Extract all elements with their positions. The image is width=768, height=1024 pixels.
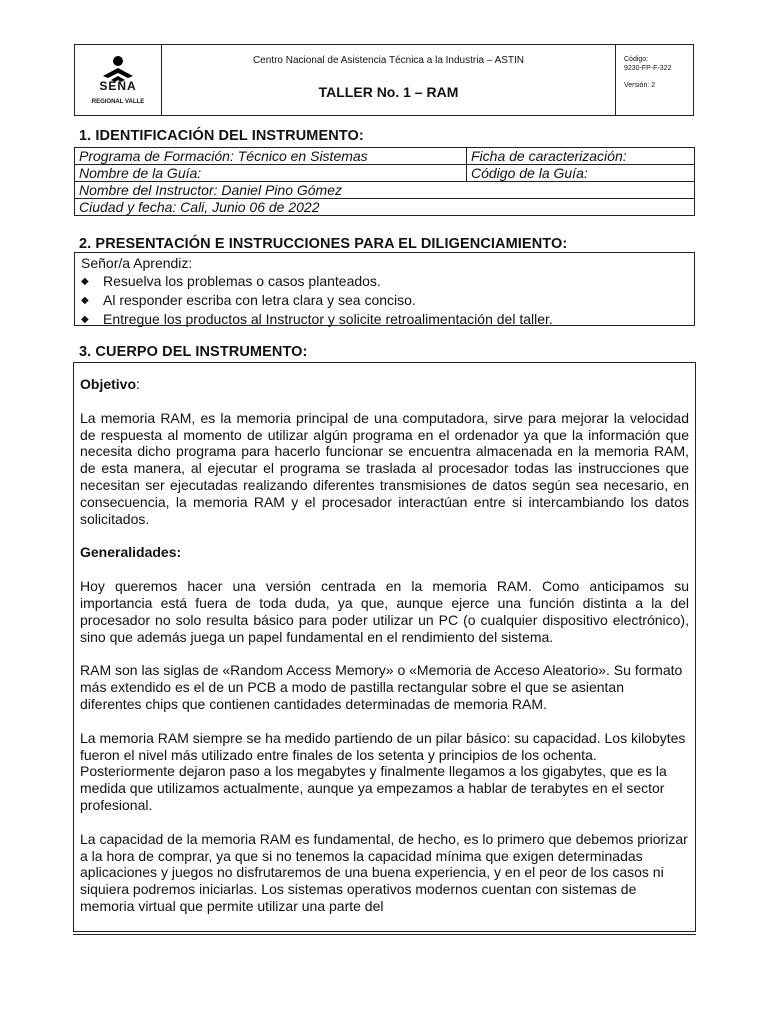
section-3-heading: 3. CUERPO DEL INSTRUMENTO: [79,344,308,360]
instruction-text: Resuelva los problemas o casos planteados. [103,273,381,289]
generalities-label: Generalidades: [80,544,182,561]
ficha-cell: Ficha de caracterización: [467,148,695,165]
greeting: Señor/a Aprendiz: [81,255,193,271]
logo-region: REGIONAL VALLE [91,99,145,105]
objective-label: Objetivo [80,376,137,392]
taller-title: TALLER No. 1 – RAM [318,84,459,100]
code-label: Código: [624,56,649,63]
identification-table [74,147,695,216]
list-item [81,310,688,329]
table-row [75,182,695,199]
paragraph-ram-capacity: La memoria RAM siempre se ha medido partiendo de un pilar básico: su capacidad. Los kilobytes fueron el nivel más utilizado entre finales de los setenta y principios de los ochenta. Posteriormente dejaron paso a los megabytes y finalmente llegamos a los gigabytes, que es la medida que utilizamos actualmente, aunque ya empezamos a hablar de terabytes en el sector profesional. [80,729,686,813]
instructor-cell: Nombre del Instructor: Daniel Pino Gómez [75,182,695,199]
paragraph-ram-acronym: RAM son las siglas de «Random Access Memory» o «Memoria de Acceso Aleatorio». Su formato más extendido es el de un PCB a modo de pastilla rectangular sobre el que se asientan diferentes chips que contienen cantidades determinadas de memoria RAM. [80,662,683,712]
logo-cell [75,45,162,115]
objective-colon: : [136,376,140,392]
table-row [75,165,695,182]
version-label: Versión: 2 [624,82,656,89]
instruction-text: Entregue los productos al Instructor y solicite retroalimentación del taller. [103,311,553,327]
table-row [75,148,695,165]
document-header [74,44,694,116]
list-item [81,291,688,310]
diamond-bullet-icon: ◆ [81,314,89,325]
guide-code-cell: Código de la Guía: [467,165,695,182]
city-date-cell: Ciudad y fecha: Cali, Junio 06 de 2022 [75,199,695,216]
instructions-box [74,252,695,326]
header-code-cell [616,45,693,115]
diamond-bullet-icon: ◆ [81,276,89,287]
paragraph-ram-definition: La memoria RAM, es la memoria principal de una computadora, sirve para mejorar la velocidad de respuesta al momento de utilizar algún programa en el ordenador ya que la información que necesita dicho programa para hacerlo funcionar se encuentra almacenada en la memoria RAM, de esta manera, al ejecutar el programa se traslada al procesador todas las instrucciones que necesitan ser ejecutadas realizando diferentes transmisiones de datos según sea necesario, en consecuencia, la memoria RAM y el procesador interactúan entre si intercambiando los datos solicitados. [80,409,689,527]
diamond-bullet-icon: ◆ [81,295,89,306]
instrument-body-box [73,362,696,932]
code-value: 9230-FP-F-322 [624,65,672,72]
paragraph-ram-priority: La capacidad de la memoria RAM es fundamental, de hecho, es lo primero que debemos priorizar a la hora de comprar, ya que si no tenemos la capacidad mínima que exigen determinadas aplicaciones y juegos no disfrutaremos de una buena experiencia, y en el peor de los casos ni siquiera podremos iniciarlas. Los sistemas operativos modernos cuentan con sistemas de memoria virtual que permite utilizar una parte del [80,830,688,914]
table-row [75,199,695,216]
section-2-heading: 2. PRESENTACIÓN E INSTRUCCIONES PARA EL DILIGENCIAMIENTO: [79,236,568,252]
program-cell: Programa de Formación: Técnico en Sistemas [75,148,467,165]
center-name: Centro Nacional de Asistencia Técnica a la Industria – ASTIN [252,55,525,66]
instrument-body-text [80,376,689,932]
instruction-text: Al responder escriba con letra clara y sea conciso. [103,292,416,308]
sena-logo [81,54,155,106]
logo-wordmark: SENA [99,79,137,93]
section-1-heading: 1. IDENTIFICACIÓN DEL INSTRUMENTO: [79,128,364,144]
header-title-cell [162,45,616,115]
guide-name-cell: Nombre de la Guía: [75,165,467,182]
list-item [81,272,688,291]
objective-heading [80,376,689,393]
bottom-divider [73,934,696,935]
paragraph-ram-importance: Hoy queremos hacer una versión centrada en la memoria RAM. Como anticipamos su importancia está fuera de toda duda, ya que, aunque ejerce una función distinta a la del procesador no solo resulta básico para poder utilizar un PC (o cualquier dispositivo electrónico), sino que además juega un papel fundamental en el rendimiento del sistema. [80,578,689,645]
generalities-heading [80,544,689,561]
